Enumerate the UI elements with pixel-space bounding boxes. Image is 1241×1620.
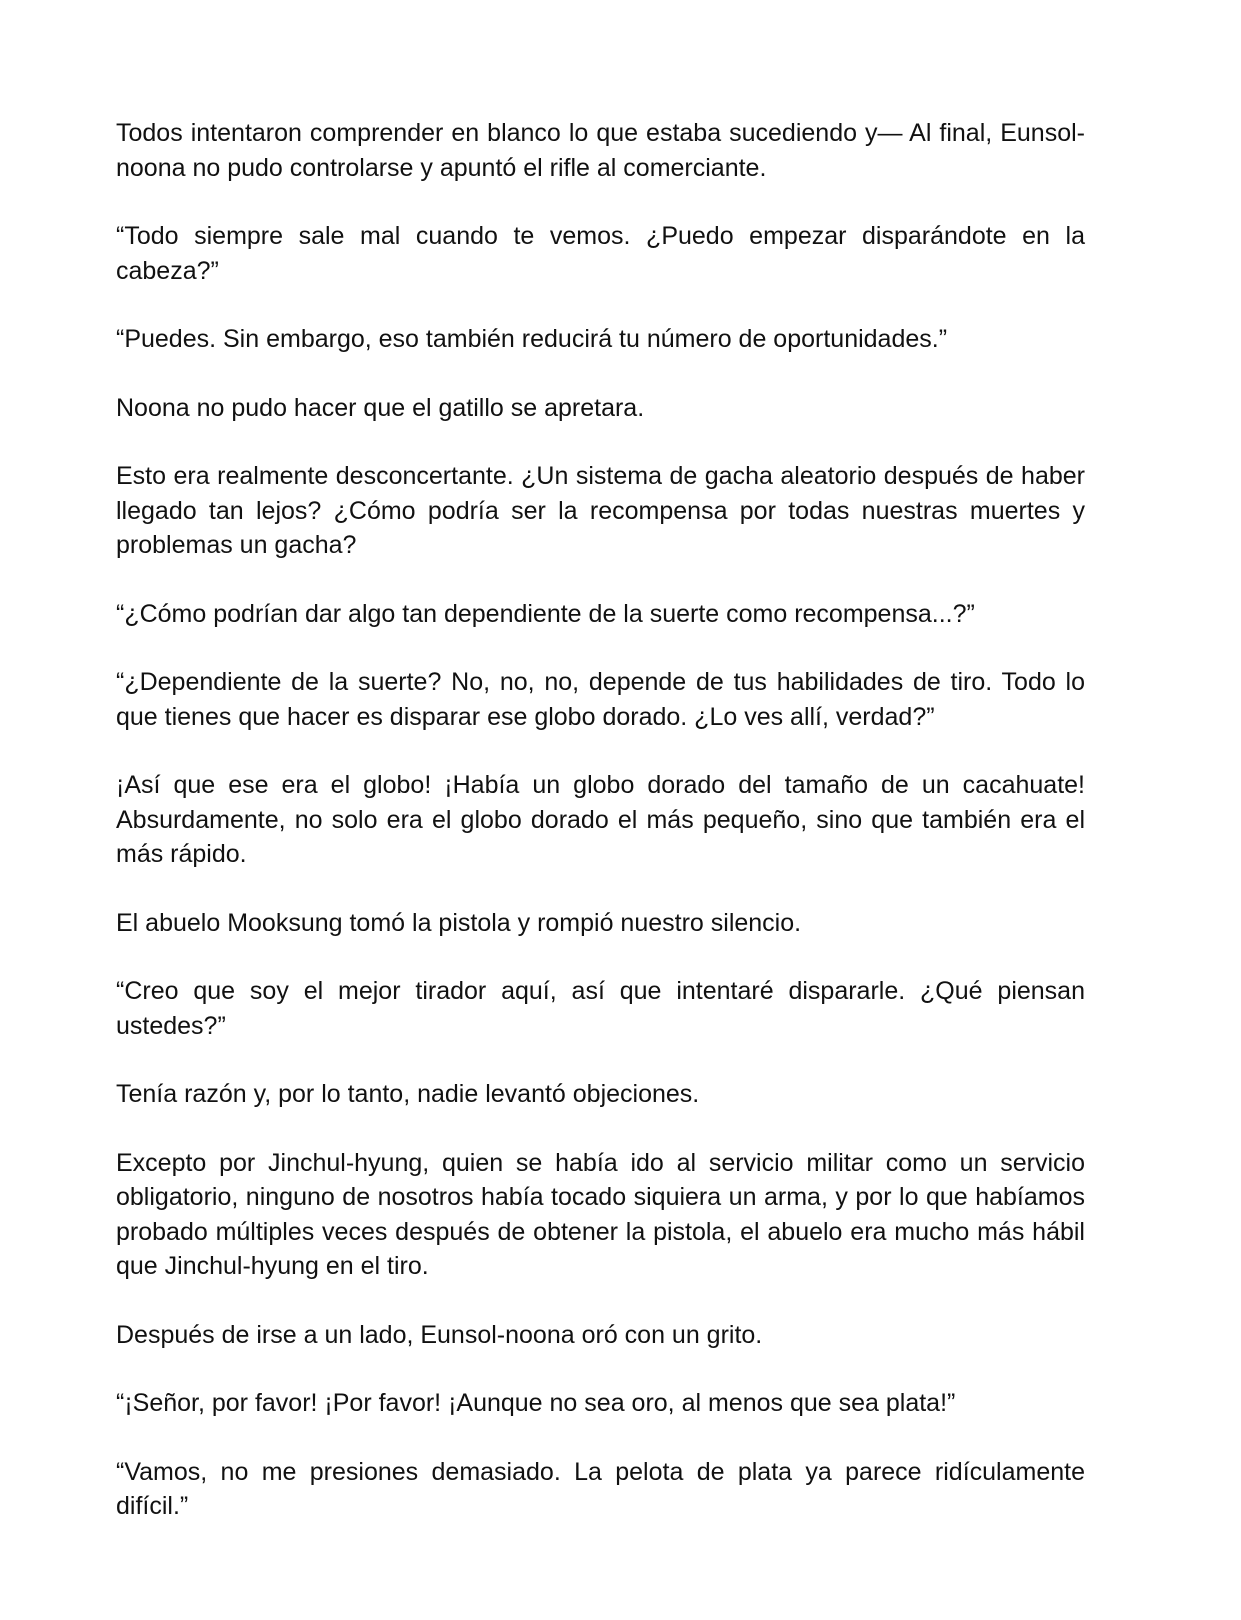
paragraph-6: “¿Cómo podrían dar algo tan dependiente de la suerte como recompensa...?” [116, 599, 975, 628]
paragraph-1: Todos intentaron comprender en blanco lo que estaba sucediendo y— Al final, Eunsol-noona no pudo controlarse y apuntó el rifle al comerciante. [116, 119, 1085, 182]
paragraph-14: “¡Señor, por favor! ¡Por favor! ¡Aunque no sea oro, al menos que sea plata!” [116, 1389, 956, 1417]
paragraph-10: “Creo que soy el mejor tirador aquí, así que intentaré dispararle. ¿Qué piensan ustedes?” [116, 977, 1085, 1040]
document-body [116, 116, 1085, 1558]
paragraph-12: Excepto por Jinchul-hyung, quien se había ido al servicio militar como un servicio obligatorio, ninguno de nosotros había tocado siquiera un arma, y por lo que habíamos probado múltiples veces después de obtener la pistola, el abuelo era mucho más hábil que Jinchul-hyung en el tiro. [116, 1148, 1085, 1280]
paragraph-3: “Puedes. Sin embargo, eso también reducirá tu número de oportunidades.” [116, 325, 948, 353]
paragraph-2: “Todo siempre sale mal cuando te vemos. ¿Puedo empezar disparándote en la cabeza?” [116, 222, 1085, 285]
paragraph-8: ¡Así que ese era el globo! ¡Había un globo dorado del tamaño de un cacahuate! Absurdamente, no solo era el globo dorado el más pequeño, sino que también era el más rápido. [116, 771, 1085, 868]
paragraph-5: Esto era realmente desconcertante. ¿Un sistema de gacha aleatorio después de haber llegado tan lejos? ¿Cómo podría ser la recompensa por todas nuestras muertes y problemas un gacha? [116, 462, 1085, 559]
paragraph-11: Tenía razón y, por lo tanto, nadie levantó objeciones. [116, 1080, 700, 1108]
paragraph-13: Después de irse a un lado, Eunsol-noona oró con un grito. [116, 1320, 763, 1349]
paragraph-15: “Vamos, no me presiones demasiado. La pelota de plata ya parece ridículamente difícil.” [116, 1457, 1085, 1520]
paragraph-9: El abuelo Mooksung tomó la pistola y rompió nuestro silencio. [116, 908, 802, 937]
paragraph-7: “¿Dependiente de la suerte? No, no, no, depende de tus habilidades de tiro. Todo lo que tienes que hacer es disparar ese globo dorado. ¿Lo ves allí, verdad?” [116, 668, 1085, 731]
paragraph-4: Noona no pudo hacer que el gatillo se apretara. [116, 393, 645, 422]
